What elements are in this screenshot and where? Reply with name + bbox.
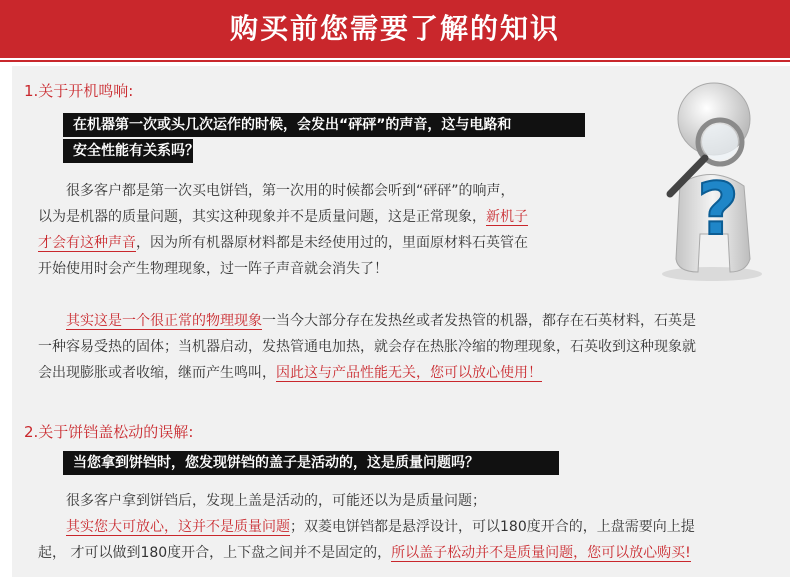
header-divider [0,60,790,62]
text-span: 很多客户都是第一次买电饼铛，第一次用的时候都会听到“砰砰”的响声， [66,183,515,199]
highlight-text: 其实您大可放心，这并不是质量问题 [66,519,290,535]
text-span: ，因为所有机器原材料都是未经使用过的，里面原材料石英管在 [136,235,528,251]
paragraph-line [38,256,528,282]
section1-paragraph1 [38,178,528,282]
section2-question: 当您拿到饼铛时，您发现饼铛的盖子是活动的，这是质量问题吗？ [63,451,559,475]
highlight-text: 因此这与产品性能无关，您可以放心使用！ [276,365,542,381]
magnifier-lens [702,124,738,160]
text-span: 开始使用时会产生物理现象，过一阵子声音就会消失了！ [38,261,388,277]
thinking-figure-icon [640,74,775,284]
paragraph-line [38,540,695,566]
section1-question-line2: 安全性能有关系吗？ [63,139,193,163]
text-span: 很多客户拿到饼铛后，发现上盖是活动的，可能还以为是质量问题； [66,493,486,509]
text-span: ；双菱电饼铛都是悬浮设计，可以180度开合的，上盘需要向上提 [290,519,695,535]
paragraph-line [38,488,695,514]
paragraph-line [38,334,696,360]
paragraph-line [38,514,695,540]
paragraph-line [38,308,696,334]
header-banner [0,0,790,66]
highlight-text: 其实这是一个很正常的物理现象 [66,313,262,329]
paragraph-line [38,178,528,204]
page-title: 购买前您需要了解的知识 [229,12,560,45]
section1-title: 1.关于开机鸣响: [24,82,134,100]
paragraph-line [38,230,528,256]
text-span: 会出现膨胀或者收缩，继而产生鸣叫， [38,365,276,381]
highlight-text: 才会有这种声音 [38,235,136,251]
section1-paragraph2 [38,308,696,386]
paragraph-line [38,360,696,386]
thinking-figure-svg [640,74,775,284]
highlight-text: 新机子 [486,209,528,225]
highlight-text: 所以盖子松动并不是质量问题，您可以放心购买! [391,545,691,561]
text-span: 以为是机器的质量问题，其实这种现象并不是质量问题，这是正常现象， [38,209,486,225]
question-mark-icon: ? [697,167,739,251]
paragraph-line [38,204,528,230]
text-span: 一种容易受热的固体；当机器启动，发热管通电加热，就会存在热胀冷缩的物理现象，石英收到这种现象就 [38,339,696,355]
text-span: 一当今大部分存在发热丝或者发热管的机器，都存在石英材料，石英是 [262,313,696,329]
shadow [662,267,762,281]
section1-question-line1: 在机器第一次或头几次运作的时候，会发出“砰砰”的声音，这与电路和 [63,113,585,137]
section2-title: 2.关于饼铛盖松动的误解: [24,423,194,441]
text-span: 起， 才可以做到180度开合，上下盘之间并不是固定的， [38,545,392,561]
section2-paragraph [38,488,695,566]
